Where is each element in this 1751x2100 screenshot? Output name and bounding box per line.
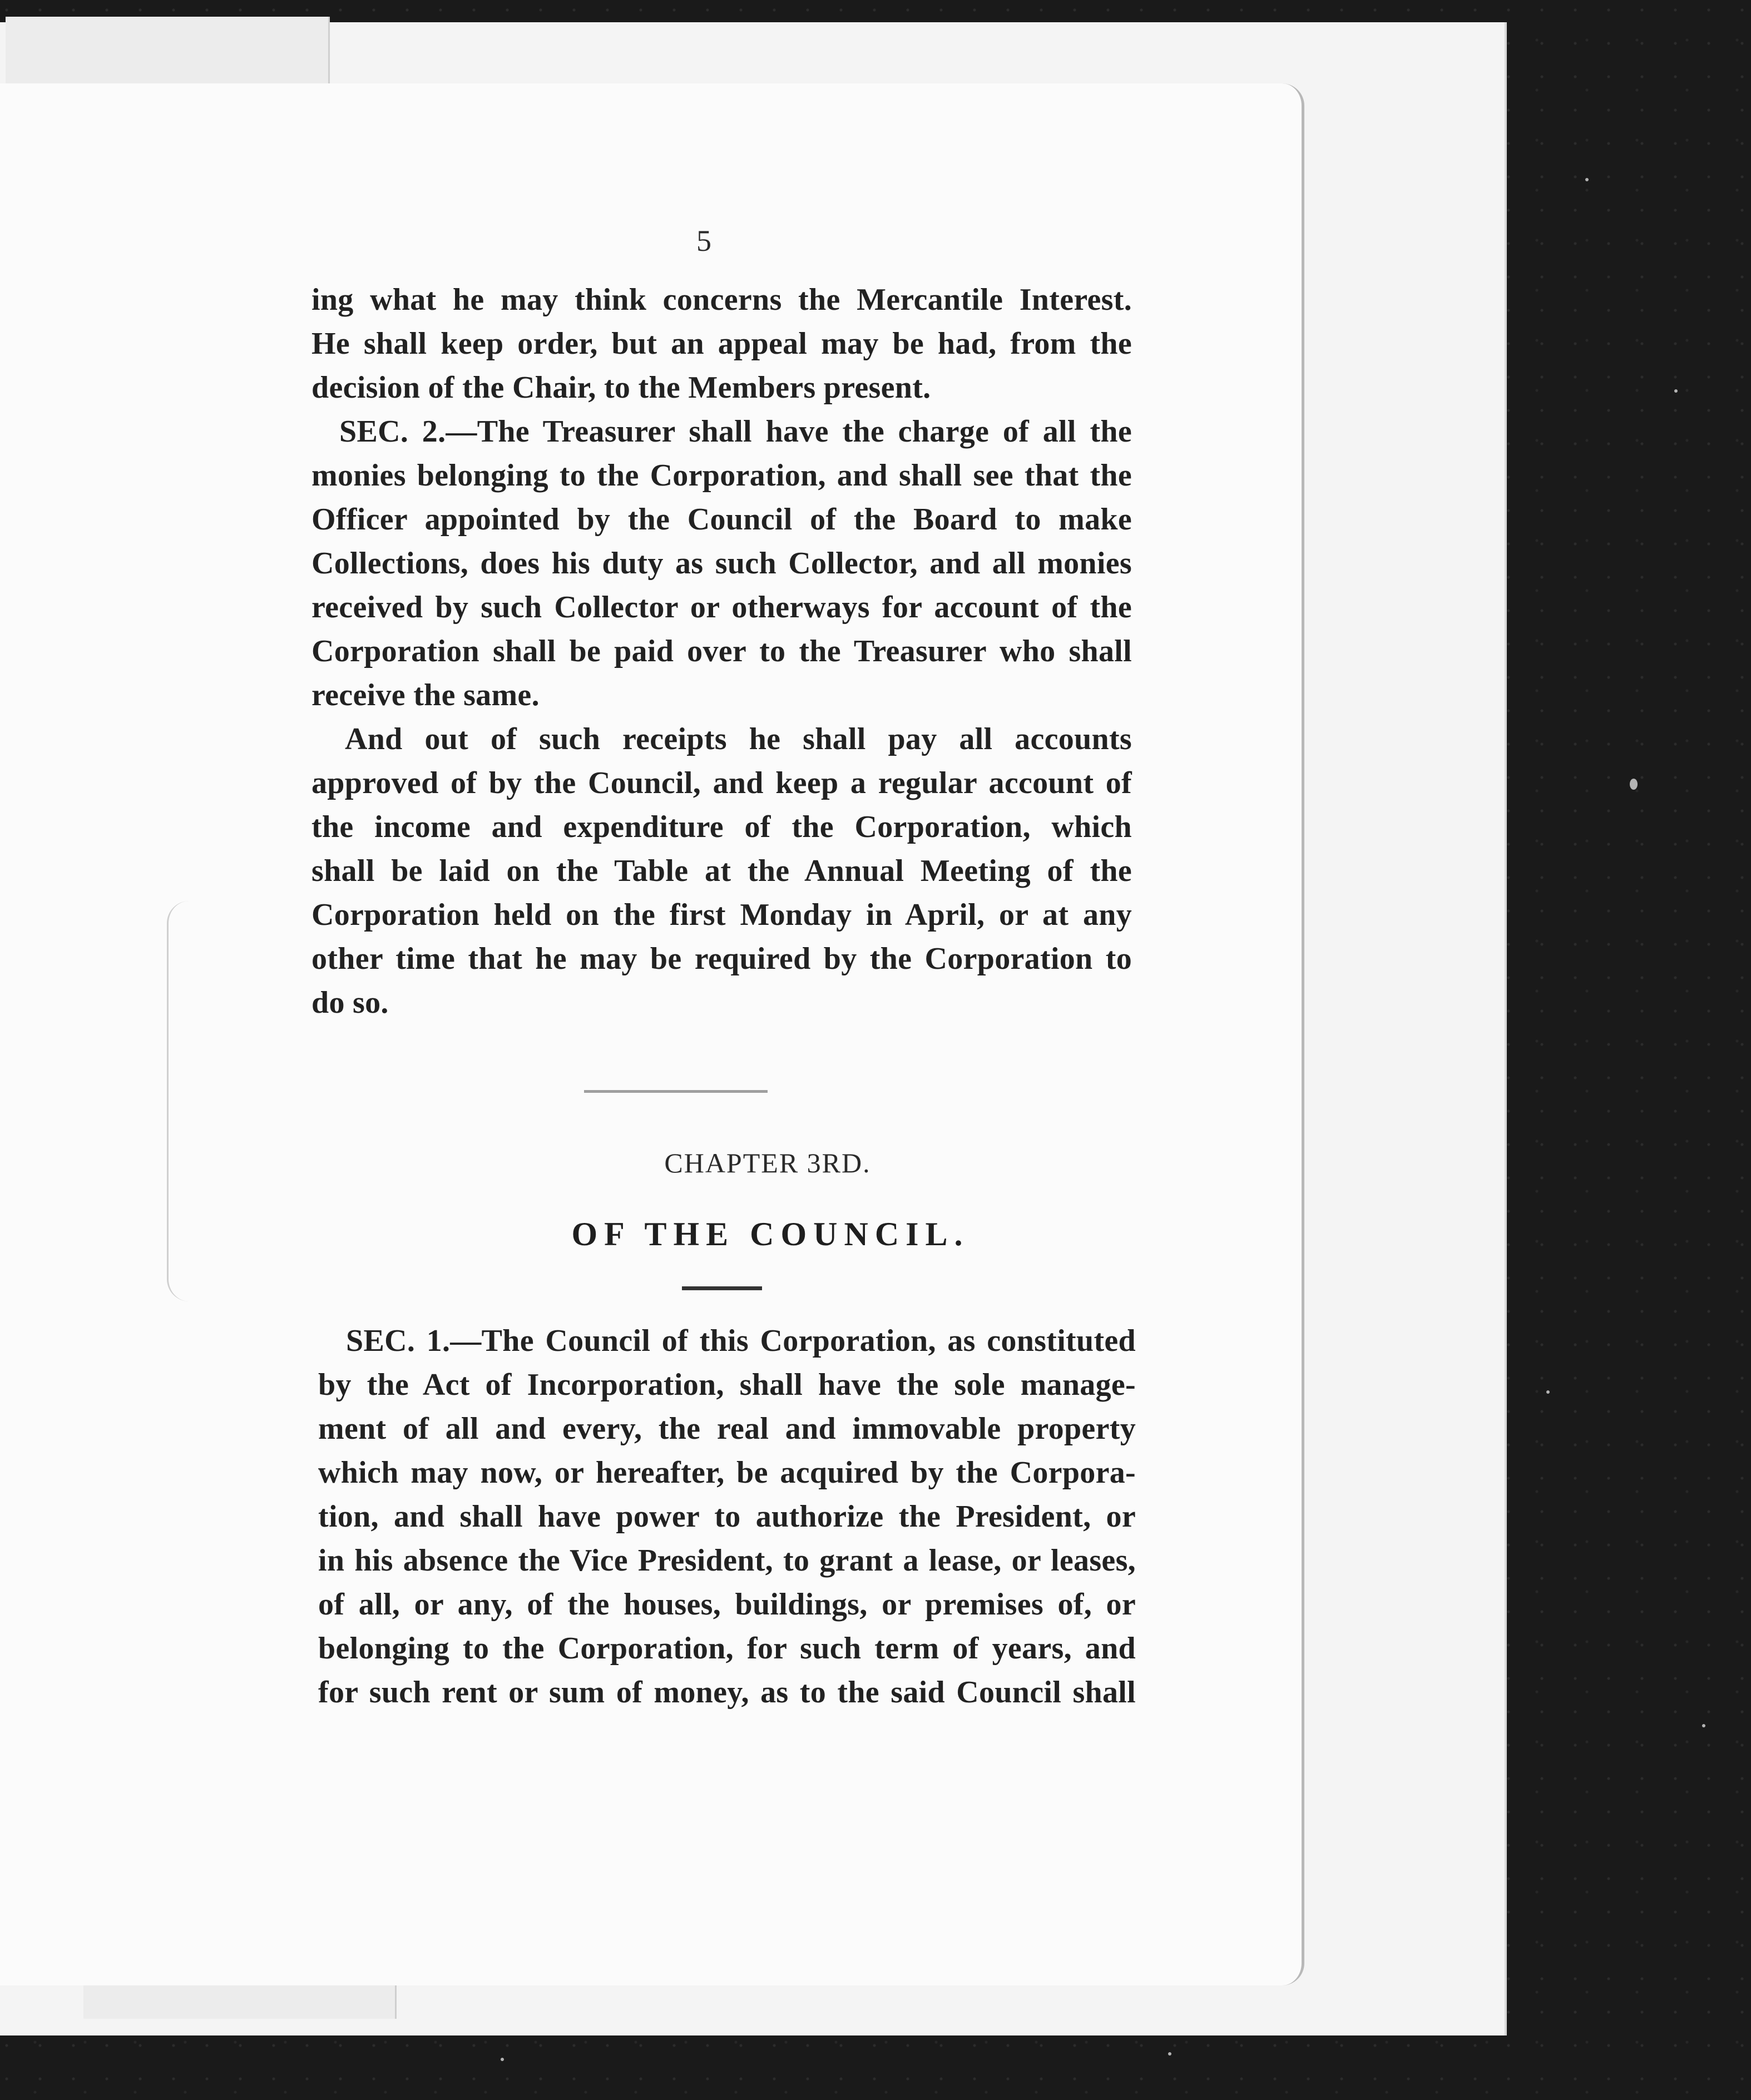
text-line: He shall keep order, but an appeal may be had, from the: [311, 326, 1132, 361]
dust-speck: [501, 2058, 504, 2061]
chapter-title: [0, 1215, 1613, 1254]
dust-speck: [1702, 1724, 1705, 1727]
section-divider: [584, 1090, 768, 1093]
chapter-title-text: OF THE COUNCIL.: [571, 1216, 970, 1252]
text-line: shall be laid on the Table at the Annual Meeting of the: [311, 854, 1132, 888]
text-line: ing what he may think concerns the Mercantile Interest.: [311, 283, 1132, 317]
text-line: SEC. 2.—The Treasurer shall have the charge of all the: [339, 414, 1132, 449]
text-line: And out of such receipts he shall pay all accounts: [345, 722, 1132, 756]
text-line: received by such Collector or otherways for account of the: [311, 590, 1132, 625]
text-line: belonging to the Corporation, for such term of years, and: [318, 1631, 1136, 1666]
text-line: SEC. 1.—The Council of this Corporation, as constituted: [346, 1324, 1136, 1358]
dust-speck: [1168, 2052, 1171, 2056]
text-line: by the Act of Incorporation, shall have the sole manage-: [318, 1368, 1136, 1402]
dust-speck: [1585, 178, 1589, 181]
text-line: ment of all and every, the real and immovable property: [318, 1411, 1136, 1446]
text-line: which may now, or hereafter, be acquired by the Corpora-: [318, 1455, 1136, 1490]
text-line: of all, or any, of the houses, buildings, or premises of, or: [318, 1587, 1136, 1622]
title-underline: [682, 1286, 762, 1290]
chapter-label: [0, 1147, 1613, 1179]
dust-speck: [1546, 1390, 1550, 1394]
text-line: tion, and shall have power to authorize the President, or: [318, 1499, 1136, 1534]
chapter-label-text: CHAPTER 3RD.: [664, 1147, 871, 1178]
text-line: monies belonging to the Corporation, and shall see that the: [311, 458, 1132, 493]
text-line: Officer appointed by the Council of the Board to make: [311, 502, 1132, 537]
text-line: Corporation shall be paid over to the Treasurer who shall: [311, 634, 1132, 668]
text-line: for such rent or sum of money, as to the said Council shall: [318, 1675, 1136, 1710]
text-line: other time that he may be required by the Corporation to: [311, 942, 1132, 976]
text-line: Collections, does his duty as such Collector, and all monies: [311, 546, 1132, 581]
text-line: in his absence the Vice President, to grant a lease, or leases,: [318, 1543, 1136, 1578]
text-line: Corporation held on the first Monday in April, or at any: [311, 898, 1132, 932]
section-text-bottom: [318, 1319, 1136, 1715]
text-line: do so.: [311, 985, 389, 1020]
text-line: approved of by the Council, and keep a regular account of: [311, 766, 1132, 800]
dust-speck: [1674, 389, 1678, 393]
text-line: decision of the Chair, to the Members present.: [311, 370, 931, 405]
dust-speck: [1630, 779, 1638, 790]
section-text-top: [311, 278, 1132, 1025]
page-number: 5: [696, 224, 711, 257]
text-line: the income and expenditure of the Corporation, which: [311, 810, 1132, 844]
text-line: receive the same.: [311, 678, 540, 712]
